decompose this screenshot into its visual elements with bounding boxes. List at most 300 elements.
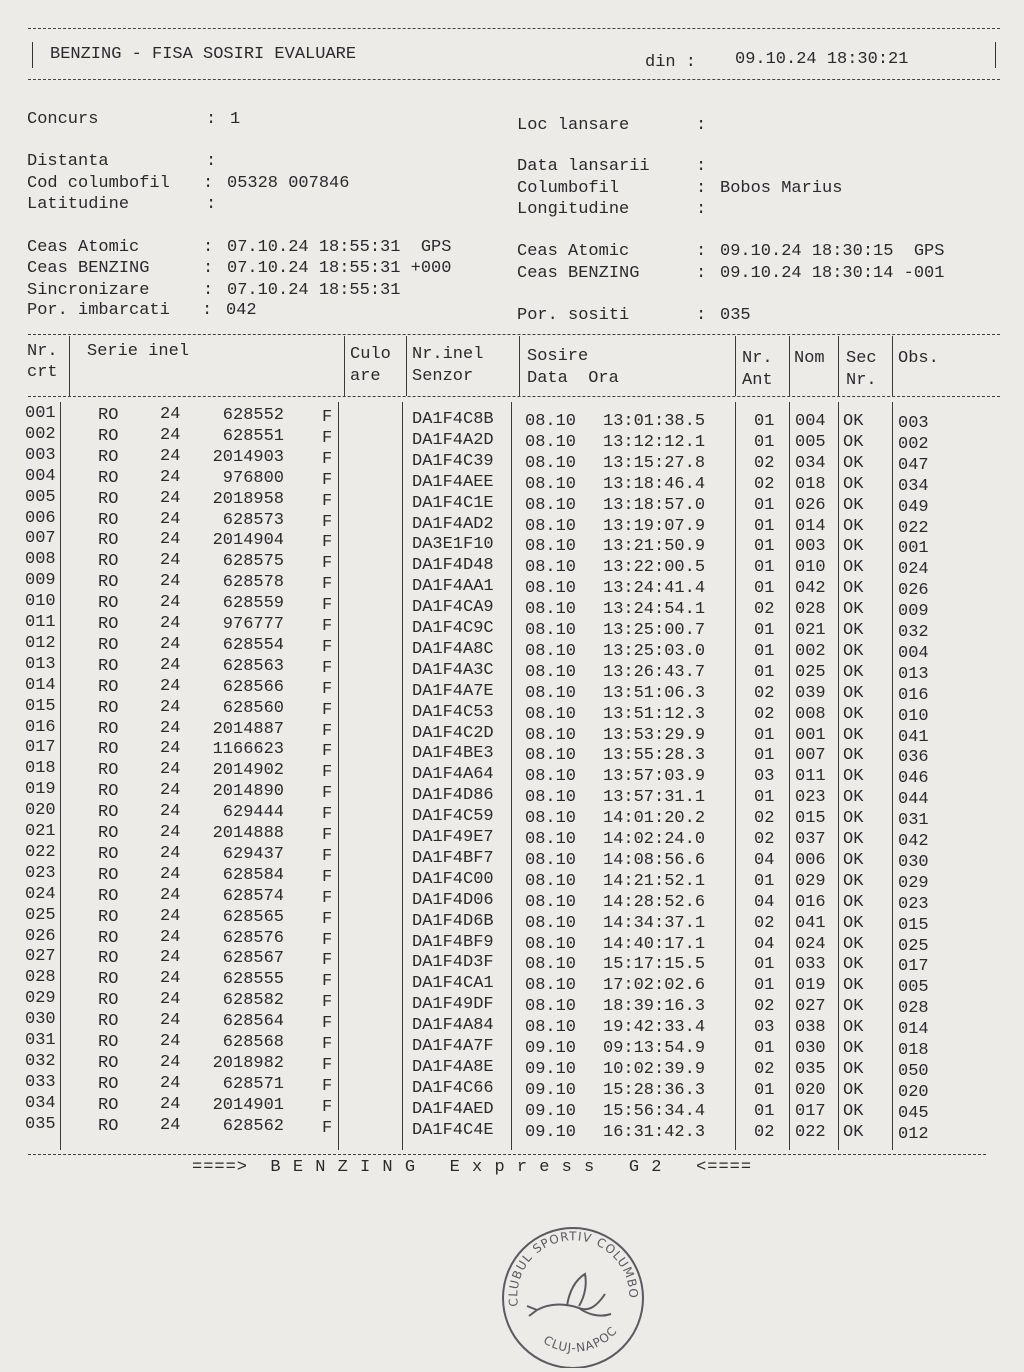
cell-senzor: DA1F4C8B bbox=[412, 410, 494, 429]
cell-ora: 19:42:33.4 bbox=[603, 1018, 706, 1037]
col-header-sec: Sec bbox=[846, 349, 877, 368]
cell-sec: OK bbox=[843, 412, 864, 431]
cell-ora: 17:02:02.6 bbox=[603, 976, 706, 995]
cell-nom: 004 bbox=[795, 412, 826, 431]
cell-senzor: DA1F49E7 bbox=[412, 828, 494, 847]
cell-inel: 2014887 bbox=[212, 720, 285, 739]
cell-ant: 01 bbox=[754, 537, 775, 556]
cell-nr: 033 bbox=[25, 1073, 56, 1092]
cell-sec: OK bbox=[843, 1018, 864, 1037]
cell-ant: 01 bbox=[754, 1081, 775, 1100]
cell-data: 08.10 bbox=[525, 517, 577, 536]
cell-senzor: DA1F4D06 bbox=[412, 891, 494, 910]
cell-sex: F bbox=[322, 1119, 333, 1138]
cell-senzor: DA1F4A7F bbox=[412, 1037, 494, 1056]
cell-obs: 016 bbox=[898, 686, 929, 705]
cell-sec: OK bbox=[843, 663, 864, 682]
cell-senzor: DA1F4A64 bbox=[412, 765, 494, 784]
cell-nr: 031 bbox=[25, 1031, 56, 1050]
cell-data: 09.10 bbox=[525, 1060, 577, 1079]
cell-data: 08.10 bbox=[525, 558, 577, 577]
cell-data: 08.10 bbox=[525, 872, 577, 891]
cell-nom: 041 bbox=[795, 914, 826, 933]
cell-nr: 012 bbox=[25, 634, 56, 653]
cell-sec: OK bbox=[843, 1039, 864, 1058]
cell-nom: 024 bbox=[795, 935, 826, 954]
cell-obs: 036 bbox=[898, 748, 929, 767]
cell-senzor: DA1F4C2D bbox=[412, 724, 494, 743]
cell-nom: 034 bbox=[795, 454, 826, 473]
cell-ant: 02 bbox=[754, 454, 775, 473]
cell-sex: F bbox=[322, 450, 333, 469]
cell-sex: F bbox=[322, 1098, 333, 1117]
cell-sec: OK bbox=[843, 433, 864, 452]
cell-ant: 02 bbox=[754, 1123, 775, 1142]
cell-nr: 024 bbox=[25, 885, 56, 904]
column-divider bbox=[838, 402, 839, 1150]
cell-sec: OK bbox=[843, 496, 864, 515]
cell-tara: RO bbox=[98, 469, 119, 488]
column-divider bbox=[789, 402, 790, 1150]
cell-tara: RO bbox=[98, 1075, 119, 1094]
cell-obs: 029 bbox=[898, 874, 929, 893]
cell-ora: 14:28:52.6 bbox=[603, 893, 706, 912]
info-sep: : bbox=[696, 242, 707, 261]
cell-inel: 2018982 bbox=[212, 1054, 285, 1073]
cell-ant: 02 bbox=[754, 1060, 775, 1079]
stamp-bottom-text: CLUJ-NAPOC bbox=[541, 1323, 620, 1355]
cell-ora: 13:55:28.3 bbox=[603, 746, 706, 765]
column-divider bbox=[838, 336, 839, 396]
cell-ora: 13:57:31.1 bbox=[603, 788, 706, 807]
cell-tara: RO bbox=[98, 740, 119, 759]
cell-inel: 628571 bbox=[222, 1075, 285, 1094]
cell-sex: F bbox=[322, 847, 333, 866]
cell-senzor: DA1F4C00 bbox=[412, 870, 494, 889]
cell-ora: 13:53:29.9 bbox=[603, 726, 706, 745]
cell-ant: 02 bbox=[754, 830, 775, 849]
cell-an: 24 bbox=[160, 468, 181, 487]
cell-an: 24 bbox=[160, 1053, 181, 1072]
cell-tara: RO bbox=[98, 552, 119, 571]
cell-sex: F bbox=[322, 722, 333, 741]
cell-nr: 014 bbox=[25, 676, 56, 695]
cell-sec: OK bbox=[843, 726, 864, 745]
cell-inel: 1166623 bbox=[212, 740, 285, 759]
cell-inel: 628560 bbox=[222, 699, 285, 718]
col-header-senzor: Nr.inel bbox=[412, 345, 484, 364]
cell-tara: RO bbox=[98, 782, 119, 801]
cell-obs: 050 bbox=[898, 1062, 929, 1081]
cell-sec: OK bbox=[843, 872, 864, 891]
stamp-seal-icon bbox=[497, 1222, 649, 1368]
cell-sec: OK bbox=[843, 1123, 864, 1142]
cell-obs: 018 bbox=[898, 1041, 929, 1060]
cell-sec: OK bbox=[843, 746, 864, 765]
cell-data: 08.10 bbox=[525, 537, 577, 556]
cell-ant: 01 bbox=[754, 663, 775, 682]
info-label: Columbofil bbox=[517, 179, 620, 198]
cell-ant: 01 bbox=[754, 1039, 775, 1058]
cell-nr: 007 bbox=[25, 529, 56, 548]
info-value: 07.10.24 18:55:31 +000 bbox=[227, 259, 452, 278]
cell-senzor: DA1F4A8C bbox=[412, 640, 494, 659]
cell-nr: 003 bbox=[25, 446, 56, 465]
cell-data: 08.10 bbox=[525, 663, 577, 682]
cell-inel: 2014904 bbox=[212, 531, 285, 550]
cell-ora: 10:02:39.9 bbox=[603, 1060, 706, 1079]
cell-senzor: DA1F4AA1 bbox=[412, 577, 494, 596]
cell-an: 24 bbox=[160, 865, 181, 884]
cell-nom: 020 bbox=[795, 1081, 826, 1100]
cell-sec: OK bbox=[843, 955, 864, 974]
cell-sex: F bbox=[322, 889, 333, 908]
col-header-serie: Serie inel bbox=[87, 342, 190, 361]
cell-data: 08.10 bbox=[525, 746, 577, 765]
cell-nom: 019 bbox=[795, 976, 826, 995]
cell-data: 08.10 bbox=[525, 621, 577, 640]
cell-an: 24 bbox=[160, 739, 181, 758]
cell-sec: OK bbox=[843, 517, 864, 536]
cell-senzor: DA3E1F10 bbox=[412, 535, 494, 554]
cell-data: 08.10 bbox=[525, 433, 577, 452]
cell-nr: 001 bbox=[25, 404, 56, 423]
cell-ant: 01 bbox=[754, 642, 775, 661]
cell-senzor: DA1F4A3C bbox=[412, 661, 494, 680]
cell-sec: OK bbox=[843, 767, 864, 786]
col-header-nr: Nr. bbox=[27, 342, 58, 361]
cell-sex: F bbox=[322, 1056, 333, 1075]
cell-nr: 016 bbox=[25, 718, 56, 737]
cell-sex: F bbox=[322, 931, 333, 950]
cell-ant: 03 bbox=[754, 1018, 775, 1037]
cell-an: 24 bbox=[160, 1032, 181, 1051]
cell-data: 08.10 bbox=[525, 851, 577, 870]
cell-sex: F bbox=[322, 492, 333, 511]
cell-nr: 010 bbox=[25, 592, 56, 611]
cell-obs: 034 bbox=[898, 477, 929, 496]
cell-tara: RO bbox=[98, 1012, 119, 1031]
cell-an: 24 bbox=[160, 990, 181, 1009]
cell-sex: F bbox=[322, 596, 333, 615]
cell-data: 08.10 bbox=[525, 767, 577, 786]
info-value: 09.10.24 18:30:15 GPS bbox=[720, 242, 945, 261]
cell-inel: 628551 bbox=[222, 427, 285, 446]
cell-nom: 042 bbox=[795, 579, 826, 598]
cell-nr: 019 bbox=[25, 780, 56, 799]
cell-ora: 15:17:15.5 bbox=[603, 955, 706, 974]
cell-nom: 007 bbox=[795, 746, 826, 765]
cell-sec: OK bbox=[843, 1102, 864, 1121]
cell-sex: F bbox=[322, 429, 333, 448]
cell-nr: 015 bbox=[25, 697, 56, 716]
cell-an: 24 bbox=[160, 802, 181, 821]
cell-data: 08.10 bbox=[525, 726, 577, 745]
cell-tara: RO bbox=[98, 1117, 119, 1136]
cell-tara: RO bbox=[98, 490, 119, 509]
cell-tara: RO bbox=[98, 1033, 119, 1052]
cell-ant: 01 bbox=[754, 496, 775, 515]
cell-nom: 015 bbox=[795, 809, 826, 828]
cell-ant: 03 bbox=[754, 767, 775, 786]
cell-nom: 030 bbox=[795, 1039, 826, 1058]
cell-sec: OK bbox=[843, 997, 864, 1016]
info-label: Ceas Atomic bbox=[517, 242, 630, 261]
cell-inel: 2014888 bbox=[212, 824, 285, 843]
cell-senzor: DA1F4CA1 bbox=[412, 974, 494, 993]
cell-tara: RO bbox=[98, 866, 119, 885]
cell-ant: 02 bbox=[754, 997, 775, 1016]
cell-data: 08.10 bbox=[525, 955, 577, 974]
col-header-ant: Nr. bbox=[742, 349, 773, 368]
cell-tara: RO bbox=[98, 803, 119, 822]
cell-nom: 010 bbox=[795, 558, 826, 577]
cell-sex: F bbox=[322, 993, 333, 1012]
cell-data: 09.10 bbox=[525, 1123, 577, 1142]
info-sep: : bbox=[696, 116, 707, 135]
cell-an: 24 bbox=[160, 1095, 181, 1114]
cell-data: 09.10 bbox=[525, 1039, 577, 1058]
cell-nr: 035 bbox=[25, 1115, 56, 1134]
stamp-top-text: CLUBUL SPORTIV COLUMBO bbox=[506, 1229, 641, 1308]
cell-data: 08.10 bbox=[525, 830, 577, 849]
footer-banner: ====> B E N Z I N G E x p r e s s G 2 <==== bbox=[192, 1158, 753, 1177]
cell-nr: 013 bbox=[25, 655, 56, 674]
cell-ora: 14:08:56.6 bbox=[603, 851, 706, 870]
cell-tara: RO bbox=[98, 720, 119, 739]
cell-an: 24 bbox=[160, 572, 181, 591]
cell-data: 08.10 bbox=[525, 684, 577, 703]
col-header-nr: crt bbox=[27, 363, 58, 382]
cell-an: 24 bbox=[160, 677, 181, 696]
cell-inel: 628568 bbox=[222, 1033, 285, 1052]
cell-ora: 13:25:03.0 bbox=[603, 642, 706, 661]
cell-senzor: DA1F4BE3 bbox=[412, 744, 494, 763]
info-value: 1 bbox=[230, 110, 241, 129]
cell-senzor: DA1F4D6B bbox=[412, 912, 494, 931]
cell-ora: 15:28:36.3 bbox=[603, 1081, 706, 1100]
column-divider bbox=[892, 336, 893, 396]
info-value: 07.10.24 18:55:31 GPS bbox=[227, 238, 452, 257]
cell-sec: OK bbox=[843, 454, 864, 473]
cell-nom: 029 bbox=[795, 872, 826, 891]
cell-senzor: DA1F4BF9 bbox=[412, 933, 494, 952]
cell-ora: 14:34:37.1 bbox=[603, 914, 706, 933]
cell-senzor: DA1F4C1E bbox=[412, 494, 494, 513]
cell-an: 24 bbox=[160, 948, 181, 967]
cell-ant: 01 bbox=[754, 517, 775, 536]
cell-inel: 976800 bbox=[222, 469, 285, 488]
cell-ora: 16:31:42.3 bbox=[603, 1123, 706, 1142]
cell-nom: 033 bbox=[795, 955, 826, 974]
cell-an: 24 bbox=[160, 1011, 181, 1030]
cell-nr: 032 bbox=[25, 1052, 56, 1071]
cell-sex: F bbox=[322, 763, 333, 782]
info-label: Loc lansare bbox=[517, 116, 630, 135]
info-value: 07.10.24 18:55:31 bbox=[227, 281, 401, 300]
cell-inel: 628564 bbox=[222, 1012, 285, 1031]
cell-senzor: DA1F4D48 bbox=[412, 556, 494, 575]
cell-ant: 01 bbox=[754, 726, 775, 745]
cell-senzor: DA1F4D3F bbox=[412, 953, 494, 972]
cell-inel: 628554 bbox=[222, 636, 285, 655]
cell-inel: 628565 bbox=[222, 908, 285, 927]
report-datetime: 09.10.24 18:30:21 bbox=[735, 50, 909, 69]
cell-tara: RO bbox=[98, 406, 119, 425]
cell-ora: 13:24:41.4 bbox=[603, 579, 706, 598]
cell-senzor: DA1F4A8E bbox=[412, 1058, 494, 1077]
cell-nr: 018 bbox=[25, 759, 56, 778]
cell-ant: 01 bbox=[754, 433, 775, 452]
cell-an: 24 bbox=[160, 719, 181, 738]
cell-sex: F bbox=[322, 805, 333, 824]
cell-nom: 023 bbox=[795, 788, 826, 807]
cell-obs: 044 bbox=[898, 790, 929, 809]
cell-sex: F bbox=[322, 826, 333, 845]
cell-tara: RO bbox=[98, 824, 119, 843]
cell-obs: 010 bbox=[898, 707, 929, 726]
cell-nom: 025 bbox=[795, 663, 826, 682]
table-top-rule bbox=[28, 334, 1000, 335]
cell-ora: 13:19:07.9 bbox=[603, 517, 706, 536]
info-sep: : bbox=[203, 259, 214, 278]
cell-nom: 016 bbox=[795, 893, 826, 912]
cell-ora: 13:15:27.8 bbox=[603, 454, 706, 473]
cell-tara: RO bbox=[98, 678, 119, 697]
cell-inel: 629444 bbox=[222, 803, 285, 822]
cell-nom: 014 bbox=[795, 517, 826, 536]
cell-sec: OK bbox=[843, 893, 864, 912]
cell-data: 08.10 bbox=[525, 893, 577, 912]
cell-sec: OK bbox=[843, 621, 864, 640]
cell-nom: 021 bbox=[795, 621, 826, 640]
cell-tara: RO bbox=[98, 845, 119, 864]
cell-sec: OK bbox=[843, 851, 864, 870]
info-sep: : bbox=[696, 200, 707, 219]
cell-an: 24 bbox=[160, 760, 181, 779]
cell-senzor: DA1F4A7E bbox=[412, 682, 494, 701]
cell-nr: 026 bbox=[25, 927, 56, 946]
cell-sex: F bbox=[322, 1035, 333, 1054]
cell-ant: 04 bbox=[754, 893, 775, 912]
cell-data: 08.10 bbox=[525, 496, 577, 515]
cell-ora: 13:24:54.1 bbox=[603, 600, 706, 619]
info-label: Longitudine bbox=[517, 200, 630, 219]
cell-an: 24 bbox=[160, 530, 181, 549]
info-label: Data lansarii bbox=[517, 157, 650, 176]
cell-data: 08.10 bbox=[525, 1018, 577, 1037]
cell-sex: F bbox=[322, 533, 333, 552]
cell-ora: 14:40:17.1 bbox=[603, 935, 706, 954]
col-header-sosire: Sosire bbox=[527, 347, 589, 366]
cell-obs: 047 bbox=[898, 456, 929, 475]
cell-sex: F bbox=[322, 659, 333, 678]
cell-obs: 030 bbox=[898, 853, 929, 872]
cell-obs: 032 bbox=[898, 623, 929, 642]
cell-tara: RO bbox=[98, 448, 119, 467]
info-sep: : bbox=[696, 157, 707, 176]
cell-an: 24 bbox=[160, 551, 181, 570]
cell-nr: 021 bbox=[25, 822, 56, 841]
cell-sec: OK bbox=[843, 809, 864, 828]
cell-obs: 045 bbox=[898, 1104, 929, 1123]
cell-ant: 02 bbox=[754, 600, 775, 619]
cell-sex: F bbox=[322, 1014, 333, 1033]
table-header-rule bbox=[28, 396, 1000, 397]
cell-ora: 13:57:03.9 bbox=[603, 767, 706, 786]
cell-an: 24 bbox=[160, 823, 181, 842]
cell-an: 24 bbox=[160, 405, 181, 424]
cell-sec: OK bbox=[843, 475, 864, 494]
cell-sex: F bbox=[322, 972, 333, 991]
cell-obs: 013 bbox=[898, 665, 929, 684]
column-divider bbox=[338, 402, 339, 1150]
cell-tara: RO bbox=[98, 657, 119, 676]
cell-an: 24 bbox=[160, 844, 181, 863]
cell-sec: OK bbox=[843, 788, 864, 807]
club-stamp bbox=[497, 1222, 649, 1368]
info-sep: : bbox=[206, 152, 217, 171]
cell-nr: 025 bbox=[25, 906, 56, 925]
cell-ora: 14:01:20.2 bbox=[603, 809, 706, 828]
cell-nom: 008 bbox=[795, 705, 826, 724]
din-label: din : bbox=[645, 53, 697, 72]
dove-icon bbox=[527, 1274, 611, 1316]
cell-data: 08.10 bbox=[525, 600, 577, 619]
cell-nom: 006 bbox=[795, 851, 826, 870]
cell-sex: F bbox=[322, 471, 333, 490]
column-divider bbox=[519, 336, 520, 396]
cell-ant: 01 bbox=[754, 872, 775, 891]
info-value: Bobos Marius bbox=[720, 179, 843, 198]
cell-an: 24 bbox=[160, 447, 181, 466]
cell-obs: 020 bbox=[898, 1083, 929, 1102]
cell-nom: 011 bbox=[795, 767, 826, 786]
cell-tara: RO bbox=[98, 887, 119, 906]
cell-ant: 02 bbox=[754, 914, 775, 933]
cell-inel: 2014903 bbox=[212, 448, 285, 467]
cell-obs: 025 bbox=[898, 937, 929, 956]
cell-nr: 008 bbox=[25, 550, 56, 569]
cell-nr: 023 bbox=[25, 864, 56, 883]
cell-inel: 976777 bbox=[222, 615, 285, 634]
column-divider bbox=[511, 402, 512, 1150]
cell-inel: 628566 bbox=[222, 678, 285, 697]
cell-data: 08.10 bbox=[525, 997, 577, 1016]
cell-sex: F bbox=[322, 910, 333, 929]
cell-obs: 004 bbox=[898, 644, 929, 663]
cell-ant: 01 bbox=[754, 412, 775, 431]
cell-senzor: DA1F4C4E bbox=[412, 1121, 494, 1140]
cell-ant: 02 bbox=[754, 684, 775, 703]
cell-data: 08.10 bbox=[525, 914, 577, 933]
cell-nr: 011 bbox=[25, 613, 56, 632]
cell-nr: 002 bbox=[25, 425, 56, 444]
cell-sec: OK bbox=[843, 935, 864, 954]
cell-ora: 09:13:54.9 bbox=[603, 1039, 706, 1058]
cell-tara: RO bbox=[98, 991, 119, 1010]
col-header-sec: Nr. bbox=[846, 371, 877, 390]
cell-an: 24 bbox=[160, 698, 181, 717]
cell-tara: RO bbox=[98, 949, 119, 968]
column-divider bbox=[344, 336, 345, 396]
cell-nom: 022 bbox=[795, 1123, 826, 1142]
cell-ant: 02 bbox=[754, 475, 775, 494]
cell-tara: RO bbox=[98, 573, 119, 592]
cell-sec: OK bbox=[843, 1081, 864, 1100]
column-divider bbox=[402, 402, 403, 1150]
cell-senzor: DA1F4BF7 bbox=[412, 849, 494, 868]
